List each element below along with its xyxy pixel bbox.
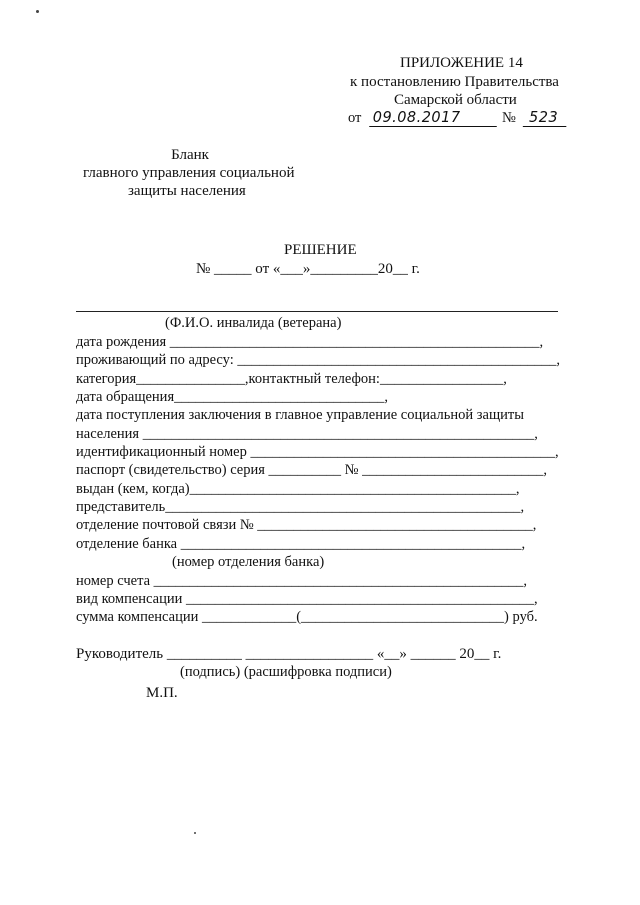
- number-label: №: [501, 110, 516, 126]
- region-line: Самарской области: [394, 92, 517, 108]
- scan-speck: [36, 10, 39, 13]
- account-field: номер счета ___________________________________________________,: [76, 573, 528, 589]
- blank-authority-line2: защиты населения: [128, 183, 246, 199]
- issued-by-field: выдан (кем, когда)_____________________________________________,: [76, 481, 520, 497]
- resolution-line: к постановлению Правительства: [350, 74, 559, 90]
- decision-number-line: № _____ от «___»_________20__ г.: [196, 261, 420, 277]
- from-label: от: [348, 110, 362, 126]
- birth-date-field: дата рождения ___________________________________________________,: [76, 334, 544, 350]
- handwritten-number: 523: [523, 108, 566, 127]
- representative-field: представитель_________________________________________________,: [76, 499, 525, 515]
- bank-branch-field: отделение банка _______________________________________________,: [76, 536, 526, 552]
- fio-caption: (Ф.И.О. инвалида (ветерана): [165, 315, 342, 331]
- blank-authority-line: главного управления социальной: [83, 165, 295, 181]
- appendix-heading: ПРИЛОЖЕНИЕ 14: [400, 55, 523, 71]
- decision-title: РЕШЕНИЕ: [284, 242, 357, 258]
- bank-branch-caption: (номер отделения банка): [172, 554, 325, 570]
- receipt-date-field: дата поступления заключения в главное управление социальной защиты: [76, 407, 524, 423]
- passport-field: паспорт (свидетельство) серия __________ № _________________________,: [76, 462, 548, 478]
- appeal-date-field: дата обращения_____________________________,: [76, 389, 388, 405]
- id-number-field: идентификационный номер __________________________________________,: [76, 444, 559, 460]
- signature-line: Руководитель __________ _________________ «__» ______ 20__ г.: [76, 646, 502, 662]
- fio-rule: [76, 311, 558, 312]
- resolution-date-line: [348, 108, 566, 127]
- compensation-sum-field: сумма компенсации _____________(____________________________) руб.: [76, 609, 538, 625]
- blank-label: Бланк: [171, 147, 209, 163]
- receipt-date-field-cont: населения ______________________________________________________,: [76, 426, 538, 442]
- stamp-label: М.П.: [146, 685, 178, 701]
- post-office-field: отделение почтовой связи № ______________________________________,: [76, 517, 537, 533]
- category-phone-field: категория_______________,контактный телефон:_________________,: [76, 371, 507, 387]
- signature-caption: (подпись) (расшифровка подписи): [180, 664, 392, 680]
- scan-speck: [194, 832, 196, 834]
- handwritten-date: 09.08.2017: [369, 108, 497, 127]
- compensation-type-field: вид компенсации ________________________________________________,: [76, 591, 538, 607]
- address-field: проживающий по адресу: ____________________________________________,: [76, 352, 560, 368]
